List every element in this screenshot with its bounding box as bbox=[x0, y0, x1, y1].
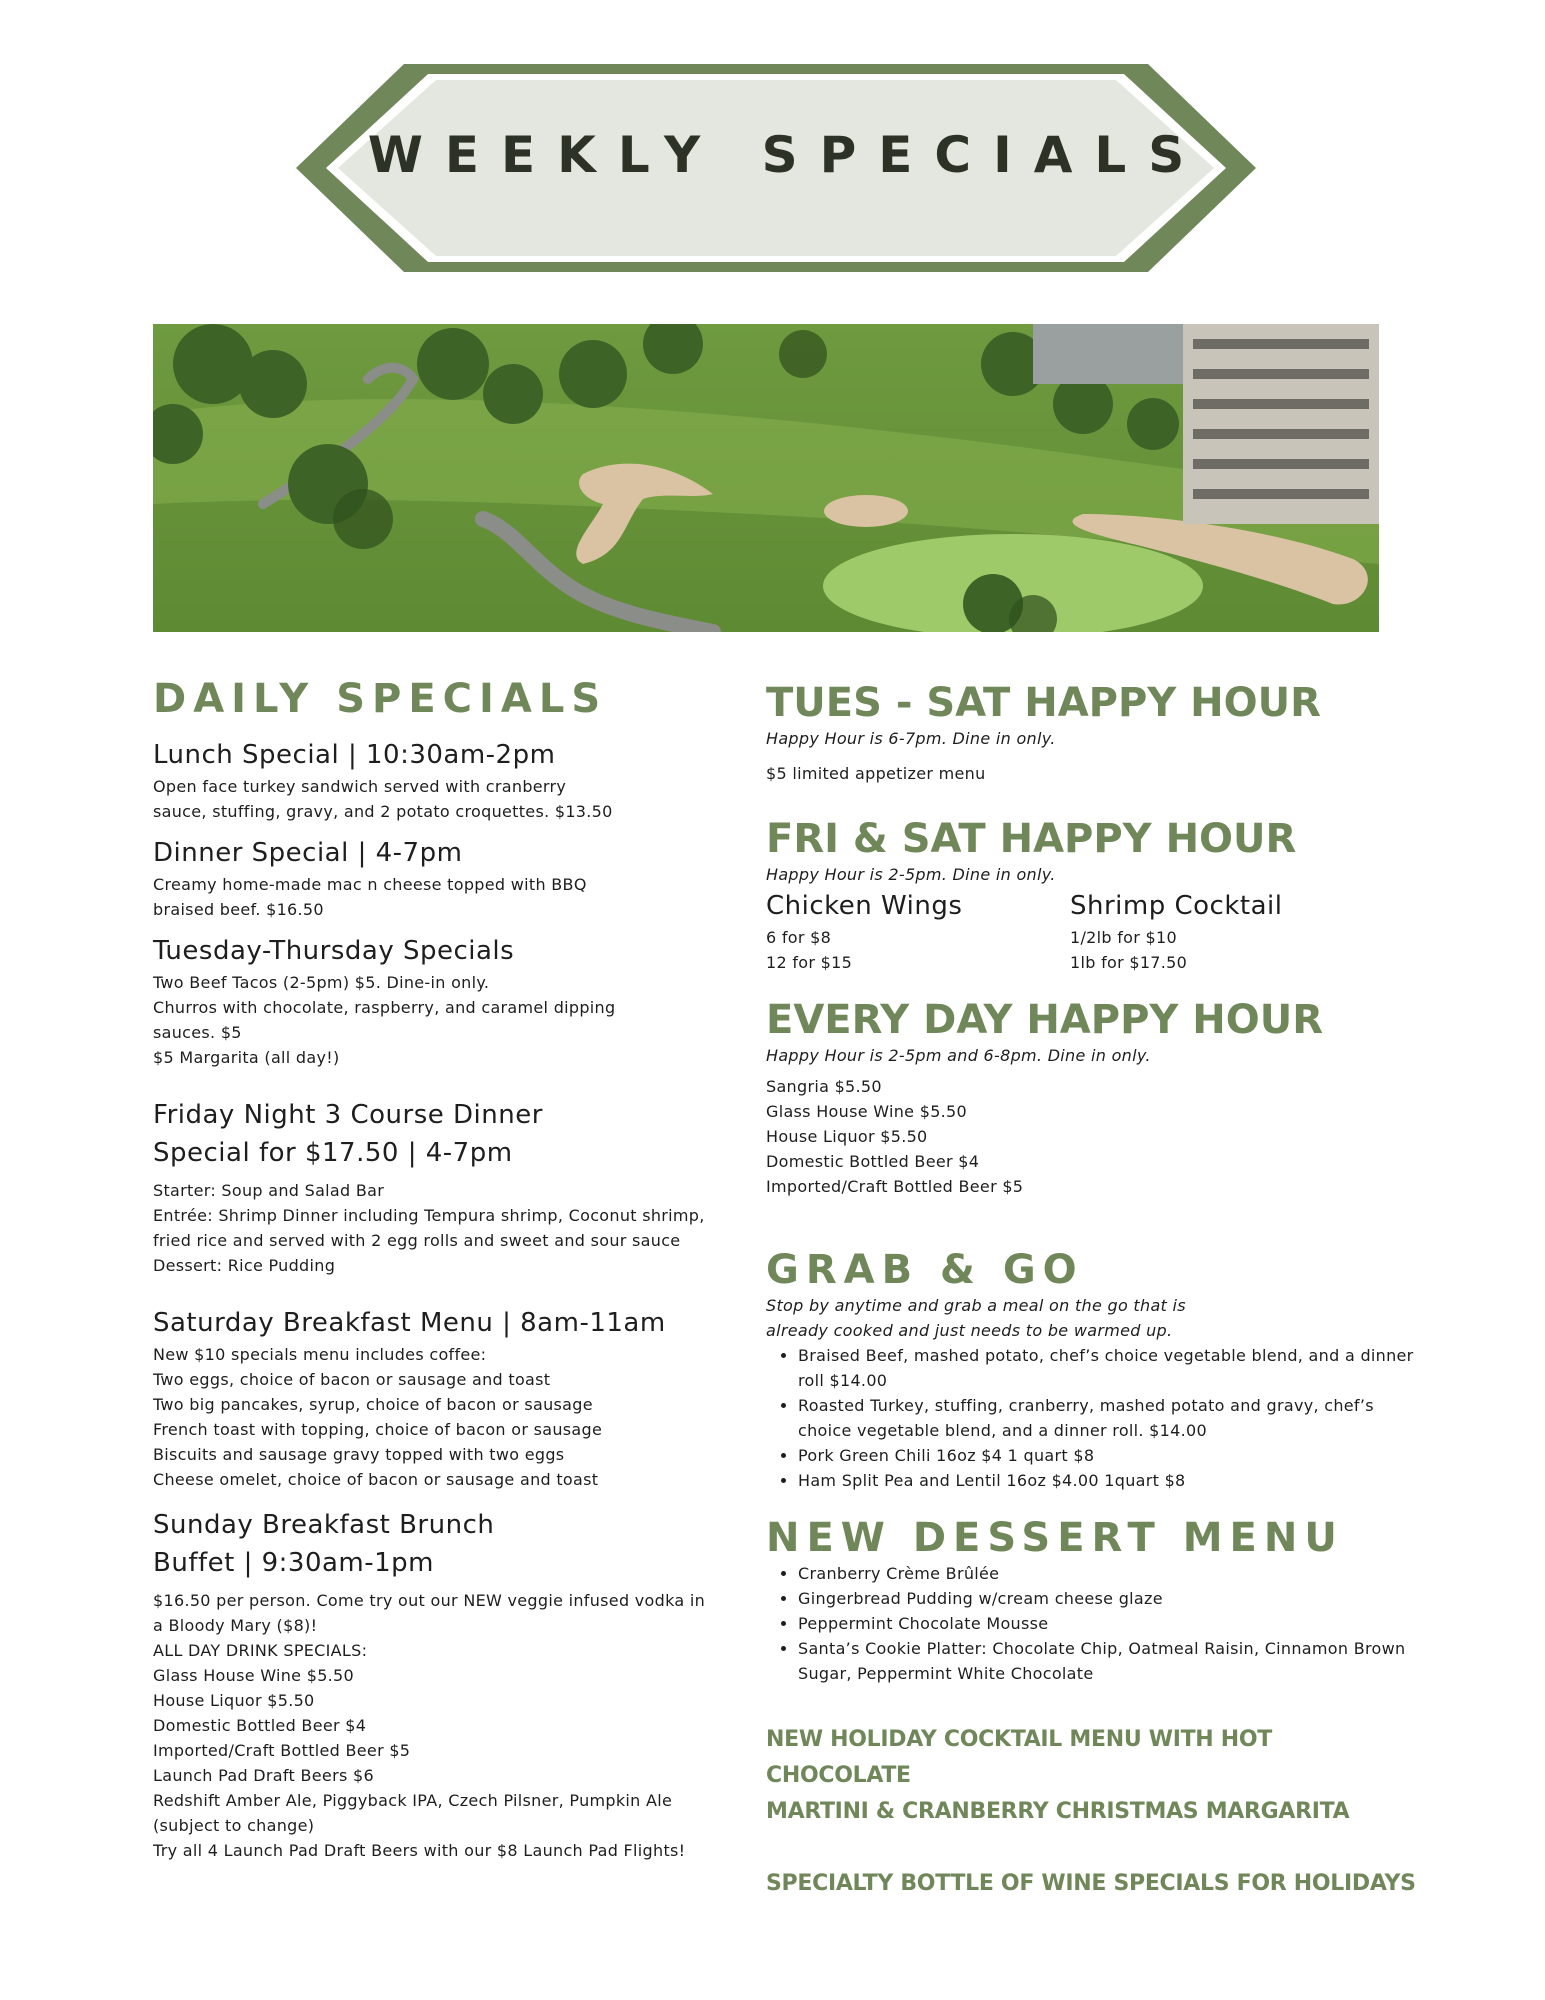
grab-and-go-note: already cooked and just needs to be warmed up. bbox=[766, 1321, 1173, 1340]
list-item: • Pork Green Chili 16oz $4 1 quart $8 bbox=[798, 1443, 1416, 1468]
sunday-brunch-line: Launch Pad Draft Beers $6 bbox=[153, 1766, 374, 1785]
tue-thu-line: sauces. $5 bbox=[153, 1023, 242, 1042]
dinner-special-line: Creamy home-made mac n cheese topped with BBQ bbox=[153, 875, 587, 894]
saturday-breakfast-line: Cheese omelet, choice of bacon or sausage and toast bbox=[153, 1470, 599, 1489]
shrimp-cocktail-line: 1lb for $17.50 bbox=[1070, 953, 1188, 972]
sunday-brunch-line: Glass House Wine $5.50 bbox=[153, 1666, 355, 1685]
every-day-line: Glass House Wine $5.50 bbox=[766, 1102, 968, 1121]
sunday-brunch-line: Redshift Amber Ale, Piggyback IPA, Czech Pilsner, Pumpkin Ale bbox=[153, 1791, 673, 1810]
right-column bbox=[766, 680, 1416, 1902]
saturday-breakfast-line: Two big pancakes, syrup, choice of bacon or sausage bbox=[153, 1395, 593, 1414]
sunday-brunch-title: Buffet | 9:30am-1pm bbox=[153, 1548, 435, 1578]
golf-course-photo bbox=[153, 324, 1379, 632]
sunday-brunch-line: House Liquor $5.50 bbox=[153, 1691, 315, 1710]
tue-thu-line: $5 Margarita (all day!) bbox=[153, 1048, 340, 1067]
list-item: • Braised Beef, mashed potato, chef’s choice vegetable blend, and a dinner roll $14.00 bbox=[798, 1343, 1416, 1393]
golf-course-image bbox=[153, 324, 1379, 632]
list-item: • Gingerbread Pudding w/cream cheese glaze bbox=[798, 1586, 1416, 1611]
tues-sat-note: Happy Hour is 6-7pm. Dine in only. bbox=[766, 729, 1056, 748]
friday-dinner-line: fried rice and served with 2 egg rolls and sweet and sour sauce bbox=[153, 1231, 681, 1250]
friday-dinner-title: Friday Night 3 Course Dinner bbox=[153, 1100, 543, 1130]
friday-dinner-line: Entrée: Shrimp Dinner including Tempura shrimp, Coconut shrimp, bbox=[153, 1206, 705, 1225]
dessert-menu-heading: NEW DESSERT MENU bbox=[766, 1515, 1344, 1561]
shrimp-cocktail-title: Shrimp Cocktail bbox=[1070, 891, 1283, 921]
sunday-brunch-line: a Bloody Mary ($8)! bbox=[153, 1616, 318, 1635]
chicken-wings-block bbox=[766, 887, 1070, 975]
dessert-list bbox=[766, 1561, 1416, 1686]
sunday-brunch-line: Domestic Bottled Beer $4 bbox=[153, 1716, 367, 1735]
lunch-special-title: Lunch Special | 10:30am-2pm bbox=[153, 740, 556, 770]
holiday-cocktail-note: NEW HOLIDAY COCKTAIL MENU WITH HOT CHOCOLATE bbox=[766, 1727, 1272, 1788]
banner bbox=[296, 64, 1256, 272]
friday-dinner-line: Dessert: Rice Pudding bbox=[153, 1256, 336, 1275]
tues-sat-happy-hour-heading: TUES - SAT HAPPY HOUR bbox=[766, 680, 1321, 726]
sunday-brunch-line: Imported/Craft Bottled Beer $5 bbox=[153, 1741, 411, 1760]
dinner-special-title: Dinner Special | 4-7pm bbox=[153, 838, 463, 868]
daily-specials-heading: DAILY SPECIALS bbox=[153, 676, 608, 722]
chicken-wings-title: Chicken Wings bbox=[766, 891, 963, 921]
tues-sat-line: $5 limited appetizer menu bbox=[766, 764, 986, 783]
list-item: • Roasted Turkey, stuffing, cranberry, mashed potato and gravy, chef’s choice vegetable blend, and a dinner roll. $14.00 bbox=[798, 1393, 1416, 1443]
list-item: • Santa’s Cookie Platter: Chocolate Chip, Oatmeal Raisin, Cinnamon Brown Sugar, Peppermint White Chocolate bbox=[798, 1636, 1416, 1686]
left-column bbox=[153, 676, 743, 1863]
fri-sat-menu bbox=[766, 887, 1416, 975]
fri-sat-happy-hour-heading: FRI & SAT HAPPY HOUR bbox=[766, 816, 1297, 862]
saturday-breakfast-line: Biscuits and sausage gravy topped with two eggs bbox=[153, 1445, 565, 1464]
chicken-wings-line: 12 for $15 bbox=[766, 953, 853, 972]
every-day-line: Domestic Bottled Beer $4 bbox=[766, 1152, 980, 1171]
list-item: • Peppermint Chocolate Mousse bbox=[798, 1611, 1416, 1636]
list-item: • Cranberry Crème Brûlée bbox=[798, 1561, 1416, 1586]
holiday-cocktail-note: MARTINI & CRANBERRY CHRISTMAS MARGARITA bbox=[766, 1799, 1350, 1824]
wine-specials-note: SPECIALTY BOTTLE OF WINE SPECIALS FOR HOLIDAYS bbox=[766, 1871, 1416, 1896]
sunday-brunch-line: $16.50 per person. Come try out our NEW veggie infused vodka in bbox=[153, 1591, 706, 1610]
friday-dinner-line: Starter: Soup and Salad Bar bbox=[153, 1181, 385, 1200]
friday-dinner-title: Special for $17.50 | 4-7pm bbox=[153, 1138, 513, 1168]
tue-thu-line: Churros with chocolate, raspberry, and caramel dipping bbox=[153, 998, 616, 1017]
dinner-special-line: braised beef. $16.50 bbox=[153, 900, 324, 919]
every-day-line: House Liquor $5.50 bbox=[766, 1127, 928, 1146]
every-day-note: Happy Hour is 2-5pm and 6-8pm. Dine in only. bbox=[766, 1046, 1151, 1065]
every-day-line: Imported/Craft Bottled Beer $5 bbox=[766, 1177, 1024, 1196]
saturday-breakfast-title: Saturday Breakfast Menu | 8am-11am bbox=[153, 1308, 666, 1338]
list-item: • Ham Split Pea and Lentil 16oz $4.00 1quart $8 bbox=[798, 1468, 1416, 1493]
lunch-special-line: Open face turkey sandwich served with cranberry bbox=[153, 777, 567, 796]
saturday-breakfast-line: Two eggs, choice of bacon or sausage and toast bbox=[153, 1370, 551, 1389]
shrimp-cocktail-line: 1/2lb for $10 bbox=[1070, 928, 1177, 947]
sunday-brunch-title: Sunday Breakfast Brunch bbox=[153, 1510, 495, 1540]
fri-sat-note: Happy Hour is 2-5pm. Dine in only. bbox=[766, 865, 1056, 884]
every-day-happy-hour-heading: EVERY DAY HAPPY HOUR bbox=[766, 997, 1324, 1043]
grab-and-go-note: Stop by anytime and grab a meal on the go that is bbox=[766, 1296, 1186, 1315]
sunday-brunch-line: Try all 4 Launch Pad Draft Beers with our $8 Launch Pad Flights! bbox=[153, 1841, 686, 1860]
grab-and-go-list bbox=[766, 1343, 1416, 1493]
tue-thu-line: Two Beef Tacos (2-5pm) $5. Dine-in only. bbox=[153, 973, 490, 992]
sunday-brunch-line: ALL DAY DRINK SPECIALS: bbox=[153, 1641, 368, 1660]
chicken-wings-line: 6 for $8 bbox=[766, 928, 832, 947]
shrimp-cocktail-block bbox=[1070, 887, 1374, 975]
saturday-breakfast-line: New $10 specials menu includes coffee: bbox=[153, 1345, 487, 1364]
grab-and-go-heading: GRAB & GO bbox=[766, 1247, 1084, 1293]
tue-thu-specials-title: Tuesday-Thursday Specials bbox=[153, 936, 515, 966]
every-day-line: Sangria $5.50 bbox=[766, 1077, 882, 1096]
lunch-special-line: sauce, stuffing, gravy, and 2 potato croquettes. $13.50 bbox=[153, 802, 613, 821]
saturday-breakfast-line: French toast with topping, choice of bacon or sausage bbox=[153, 1420, 603, 1439]
sunday-brunch-line: (subject to change) bbox=[153, 1816, 315, 1835]
page-title: WEEKLY SPECIALS bbox=[367, 126, 1207, 184]
